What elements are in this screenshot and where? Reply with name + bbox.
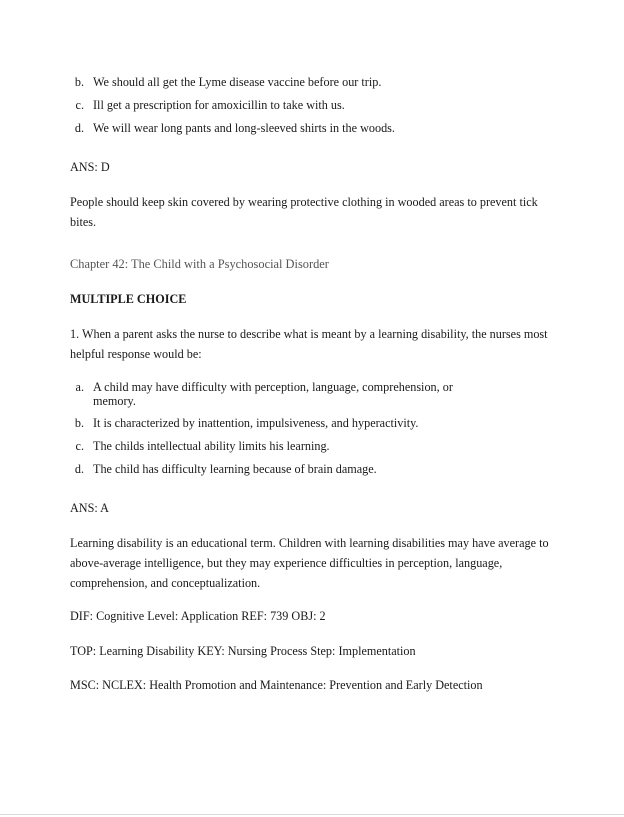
option-text: The childs intellectual ability limits his learning.	[93, 439, 330, 453]
section-heading: MULTIPLE CHOICE	[70, 292, 187, 306]
option-text: We will wear long pants and long-sleeved shirts in the woods.	[93, 121, 395, 135]
answer-label: ANS: A	[70, 501, 109, 515]
rationale-paragraph: Learning disability is an educational term. Children with learning disabilities may have average to above-average intelligence, but they may experience difficulties in perception, language, comprehension, and conceptualization.	[70, 536, 549, 590]
option-letter: d.	[74, 121, 84, 135]
option-text: It is characterized by inattention, impulsiveness, and hyperactivity.	[93, 416, 419, 430]
option-text: The child has difficulty learning because of brain damage.	[93, 462, 377, 476]
option-text-continued: memory.	[93, 394, 136, 408]
option-letter: a.	[75, 380, 84, 394]
question-stem: 1. When a parent asks the nurse to describe what is meant by a learning disability, the nurses most helpful response would be:	[70, 327, 548, 361]
option-text: We should all get the Lyme disease vaccine before our trip.	[93, 75, 382, 89]
answer-label: ANS: D	[70, 160, 110, 174]
msc-line: MSC: NCLEX: Health Promotion and Maintenance: Prevention and Early Detection	[70, 678, 483, 692]
option-text: Ill get a prescription for amoxicillin to take with us.	[93, 98, 345, 112]
difficulty-line: DIF: Cognitive Level: Application REF: 739 OBJ: 2	[70, 609, 326, 623]
option-letter: d.	[74, 462, 84, 476]
rationale-paragraph: People should keep skin covered by wearing protective clothing in wooded areas to prevent tick bites.	[70, 195, 538, 229]
topic-line: TOP: Learning Disability KEY: Nursing Process Step: Implementation	[70, 644, 416, 658]
option-letter: c.	[75, 98, 84, 112]
chapter-title: Chapter 42: The Child with a Psychosocial Disorder	[70, 257, 329, 271]
option-text: A child may have difficulty with perception, language, comprehension, or	[93, 380, 453, 394]
option-letter: b.	[74, 75, 84, 89]
option-letter: b.	[74, 416, 84, 430]
option-letter: c.	[75, 439, 84, 453]
